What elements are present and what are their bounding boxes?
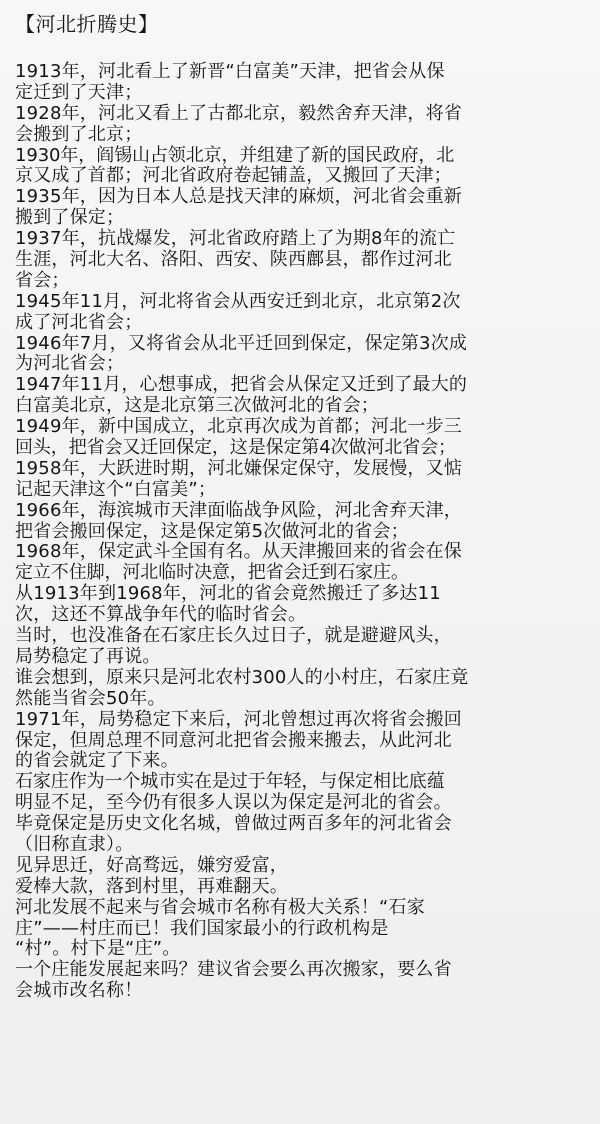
text-line: 为河北省会； bbox=[15, 353, 125, 375]
text-line: 回头，把省会又迁回保定，这是保定第4次做河北省会； bbox=[15, 437, 456, 459]
text-line: 搬到了保定； bbox=[15, 207, 125, 229]
text-line: 谁会想到，原来只是河北农村300人的小村庄，石家庄竟 bbox=[15, 666, 469, 688]
text-line: 的省会就定了下来。 bbox=[15, 750, 179, 772]
text-line: 1928年，河北又看上了古都北京，毅然舍弃天津，将省 bbox=[15, 102, 463, 124]
text-line: 会城市改名称！ bbox=[15, 980, 143, 1002]
text-line: 1935年，因为日本人总是找天津的麻烦，河北省会重新 bbox=[15, 186, 463, 208]
text-line: 1966年，海滨城市天津面临战争风险，河北舍弃天津， bbox=[15, 499, 463, 521]
document-body bbox=[15, 62, 590, 1002]
text-line: 次，这还不算战争年代的临时省会。 bbox=[15, 604, 307, 626]
text-line: 记起天津这个“白富美”； bbox=[15, 478, 217, 500]
text-line: 1968年，保定武斗全国有名。从天津搬回来的省会在保 bbox=[15, 541, 463, 563]
text-line: 明显不足，至今仍有很多人误以为保定是河北的省会。 bbox=[15, 792, 452, 814]
text-line: 把省会搬回保定，这是保定第5次做河北的省会； bbox=[15, 520, 409, 542]
text-line: 1937年，抗战爆发，河北省政府踏上了为期8年的流亡 bbox=[15, 228, 456, 250]
document-title: 【河北折腾史】 bbox=[15, 12, 159, 36]
text-line: 1930年，阎锡山占领北京，并组建了新的国民政府，北 bbox=[15, 144, 455, 166]
text-line: 保定，但周总理不同意河北把省会搬来搬去，从此河北 bbox=[15, 729, 452, 751]
text-line: 从1913年到1968年，河北的省会竟然搬迁了多达11 bbox=[15, 583, 441, 605]
text-line: 一个庄能发展起来吗？建议省会要么再次搬家，要么省 bbox=[15, 959, 452, 981]
text-line: 石家庄作为一个城市实在是过于年轻，与保定相比底蕴 bbox=[15, 771, 445, 793]
text-line: 爱棒大款，落到村里，再难翻天。 bbox=[15, 875, 288, 897]
text-line: “村”。村下是“庄”。 bbox=[15, 938, 181, 960]
text-line: 省会； bbox=[15, 269, 70, 291]
text-line: 生涯，河北大名、洛阳、西安、陕西鄜县，都作过河北 bbox=[15, 249, 452, 271]
text-line: 1946年7月，又将省会从北平迁回到保定，保定第3次成 bbox=[15, 332, 468, 354]
text-line: 当时，也没准备在石家庄长久过日子，就是避避风头， bbox=[15, 625, 452, 647]
text-line: 1958年，大跃进时期，河北嫌保定保守，发展慢，又惦 bbox=[15, 457, 463, 479]
text-line: （旧称直隶）。 bbox=[15, 833, 134, 855]
text-line: 京又成了首都；河北省政府卷起铺盖，又搬回了天津； bbox=[15, 165, 452, 187]
text-line: 成了河北省会； bbox=[15, 311, 143, 333]
text-line: 1949年，新中国成立，北京再次成为首都；河北一步三 bbox=[15, 416, 463, 438]
text-line: 1947年11月，心想事成，把省会从保定又迁到了最大的 bbox=[15, 374, 468, 396]
text-line: 然能当省会50年。 bbox=[15, 687, 166, 709]
text-line: 毕竟保定是历史文化名城，曾做过两百多年的河北省会 bbox=[15, 813, 452, 835]
text-line: 局势稳定了再说。 bbox=[15, 645, 161, 667]
text-line: 1913年，河北看上了新晋“白富美”天津，把省会从保 bbox=[15, 61, 445, 82]
text-line: 定迁到了天津； bbox=[15, 81, 143, 103]
text-line: 河北发展不起来与省会城市名称有极大关系！“石家 bbox=[15, 896, 425, 918]
text-line: 1971年，局势稳定下来后，河北曾想过再次将省会搬回 bbox=[15, 708, 463, 730]
text-line: 见异思迁，好高骛远，嫌穷爱富， bbox=[15, 854, 288, 876]
text-line: 庄”——村庄而已！我们国家最小的行政机构是 bbox=[15, 917, 389, 939]
text-line: 1945年11月，河北将省会从西安迁到北京，北京第2次 bbox=[15, 290, 461, 312]
text-line: 定立不住脚，河北临时决意，把省会迁到石家庄。 bbox=[15, 562, 409, 584]
text-line: 会搬到了北京； bbox=[15, 123, 143, 145]
text-line: 白富美北京，这是北京第三次做河北的省会； bbox=[15, 395, 379, 417]
